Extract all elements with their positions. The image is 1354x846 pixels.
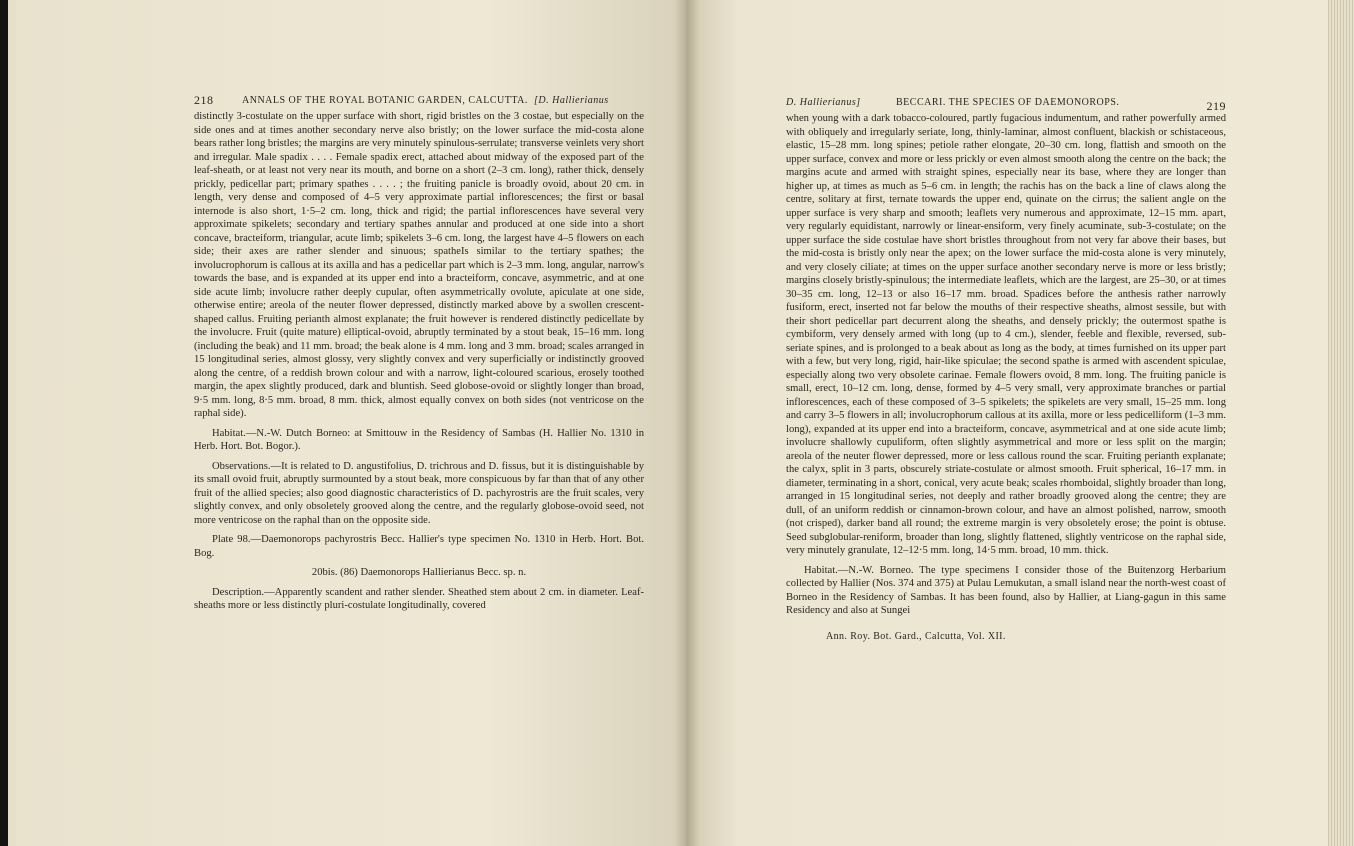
page-footer: Ann. Roy. Bot. Gard., Calcutta, Vol. XII. <box>826 630 1006 642</box>
left-running-section: [D. Hallierianus <box>534 95 609 106</box>
right-running-section: D. Hallierianus] <box>786 97 861 108</box>
left-paragraph: distinctly 3-costulate on the upper surface with short, rigid bristles on the 3 costae, but especially on the side ones and at times another secondary nerve also bristly; on the lower surface the mid-costa alone bears rather long bristles; the margins are very minutely spinulous-serrulate; transverse veinlets very short and irregular. Male spadix . . . . Female spadix erect, attached about midway of the exposed part of the leaf-sheath, or at least not very near its mouth, and borne on a short (2–3 cm. long), rather thick, densely prickly, pedicellar part; primary spathes . . . . ; the fruiting panicle is broadly ovoid, about 20 cm. in length, very dense and composed of 4–5 very approximate partial inflorescences; the first or basal internode is also short, 1·5–2 cm. long, thick and rigid; the partial inflorescences have several very approximate spikelets; secondary and tertiary spathes annular and produced at one side into a short concave, bracteiform, triangular, acute limb; spikelets 3–6 cm. long, the largest have 4–5 flowers on each side; their axes are rather slender and sinuous; spatheIs similar to the tertiary spathes; the involucrophorum is callous at its axilla and has a pedicellar part which is 2–3 mm. long, angular, narrow's towards the base, and is expanded at its upper end into a bracteiform, concave, asymmetric, and at one side acute limb; involucre rather deeply cupular, often asymmetrically ovolute, apiculate at one side, otherwise entire; areola of the neuter flower depressed, distinctly marked above by a swollen crescent-shaped callus. Fruiting perianth almost explanate; the fruit however is rendered distinctly pedicellate by the involucre. Fruit (quite mature) elliptical-ovoid, abruptly terminated by a stout beak, 15–16 mm. long (including the beak) and 11 mm. broad; the beak alone is 4 mm. long and 3 mm. broad; scales arranged in 15 longitudinal series, almost glossy, very slightly convex and very superficially or indistinctly grooved along the centre, of a reddish brown colour and with a narrow, light-coloured scarious, erosely toothed margin, the apex slightly produced, dark and bluntish. Seed globose-ovoid or slightly longer than broad, 9·5 mm. long, 8·5 mm. broad, 8 mm. thick, almost equally convex on both sides (not ventricose on the raphal side). <box>194 111 644 419</box>
page-edges <box>1328 0 1354 846</box>
right-paragraph: Habitat.—N.-W. Borneo. The type specimens I consider those of the Buitenzorg Herbarium collected by Hallier (Nos. 374 and 375) at Pulau Lemukutan, a small island near the north-west coast of Borneo in the Residency of Sambas. It has been found, also by Hallier, at Liang-gagun in this same Residency and also at Sungei <box>786 564 1226 616</box>
left-page-text <box>194 94 644 619</box>
right-paragraph: when young with a dark tobacco-coloured, partly fugacious indumentum, and rather powerfully armed with obliquely and irregularly seriate, long, thinly-laminar, almost confluent, blackish or schistaceous, elastic, 15–28 mm. long spines; petiole rather elongate, 20–30 cm. long, flattish and smooth on the upper surface, convex and more or less prickly or even almost smooth along the centre on the back; the margins acute and armed with straight spines, especially near its base, where they are longer than higher up, at times as much as 5–6 cm. in length; the rachis has on the back a line of claws along the centre, solitary at first, ternate towards the upper end, quinate on the cirrus; the salient angle on the upper surface is very sharp and smooth; leaflets very numerous and approximate, 12–15 mm. apart, very regularly equidistant, narrowly or linear-ensiform, very finely acuminate, sub-3-costulate; on the upper surface the side costulae have short bristles throughout from not very far above their bases, but the mid-costa is bristly only near the apex; on the lower surface the mid-costa alone is very minutely, and very closely ciliate; at times on the upper surface another secondary nerve is more or less bristly; margins closely bristly-spinulous; the intermediate leaflets, which are the largest, are 25–30, or at times 30–35 cm. long, 12–13 or also 16–17 mm. broad. Spadices before the anthesis rather narrowly fusiform, erect, inserted not far below the mouths of their respective sheaths, almost sessile, but with their short pedicellar part decurrent along the sheaths, and densely prickly; the outermost spathe is cymbiform, very densely armed with long (up to 4 cm.), slender, feeble and flexible, reversed, sub-seriate spines, and is prolonged to a beak about as long as the body, at times furnished on its upper part with a few, but very long, rigid, hair-like spiculae; the second spathe is armed with ascendent spiculae, especially along two very obsolete carinae. Female flowers ovoid, 8 mm. long. The fruiting panicle is small, erect, 10–12 cm. long, dense, formed by 4–5 very small, very approximate branches or partial inflorescences, each of these composed of 3–5 spikelets; the spikelets are very small, 15–25 mm. long and carry 3–5 flowers in all; involucrophorum callous at its axilla, more or less pedicelliform (1–3 mm. long), expanded at its upper end into a bracteiform, concave, asymmetrical and at one side acute limb; involucre shallowly cupuliform, often slightly asymmetrical and more or less split on the margin; areola of the neuter flower depressed, more or less callous round the scar. Fruiting perianth explanate; the calyx, split in 3 parts, obscurely striate-costulate or almost smooth. Fruit spherical, 16–17 mm. in diameter, terminating in a short, conical, very acute beak; scales rhomboidal, slightly broader than long, arranged in 15 longitudinal series, not deeply and rather broadly grooved along the centre; they are dull, of an uniform reddish or cinnamon-brown colour, and have an almost polished, narrow, smooth (not crisped), darker band all round; the extreme margin is very obsoletely erose; the point is obtuse. Seed subglobular-reniform, broader than long, slightly flattened, slightly ventricose on the raphal side, very minutely granulate, 12–12·5 mm. long, 14·5 mm. broad, 10 mm. thick. <box>786 113 1226 556</box>
left-paragraph: Observations.—It is related to D. angustifolius, D. trichrous and D. fissus, but it is distinguishable by its small ovoid fruit, abruptly surmounted by a stout beak, more conspicuous by far than that of any other fruit of the allied species; also good diagnostic characteristics of D. pachyrostris are the fruit scales, very slightly convex, and only obsoletely grooved along the centre, and the regularly globose-ovoid seed, not more ventricose on the raphal than on the opposite side. <box>194 460 644 526</box>
left-running-title: ANNALS OF THE ROYAL BOTANIC GARDEN, CALCUTTA. <box>242 95 528 106</box>
left-paragraph: Description.—Apparently scandent and rather slender. Sheathed stem about 2 cm. in diameter. Leaf-sheaths more or less distinctly pluri-costulate longitudinally, covered <box>194 586 644 611</box>
book-gutter <box>674 0 700 846</box>
left-paragraph: Plate 98.—Daemonorops pachyrostris Becc. Hallier's type specimen No. 1310 in Herb. Hort. Bot. Bog. <box>194 534 644 559</box>
right-page-header <box>786 96 1226 112</box>
left-page-number: 218 <box>194 93 214 107</box>
species-heading: 20bis. (86) Daemonorops Hallierianus Becc. sp. n. <box>311 567 527 578</box>
right-running-title: BECCARI. THE SPECIES OF DAEMONOROPS. <box>896 97 1120 108</box>
left-page-header <box>194 94 644 110</box>
right-page-number: 219 <box>1206 99 1226 113</box>
left-paragraph: Habitat.—N.-W. Dutch Borneo: at Smittouw in the Residency of Sambas (H. Hallier No. 1310 in Herb. Hort. Bot. Bogor.). <box>194 427 644 452</box>
right-page-text <box>786 96 1226 643</box>
